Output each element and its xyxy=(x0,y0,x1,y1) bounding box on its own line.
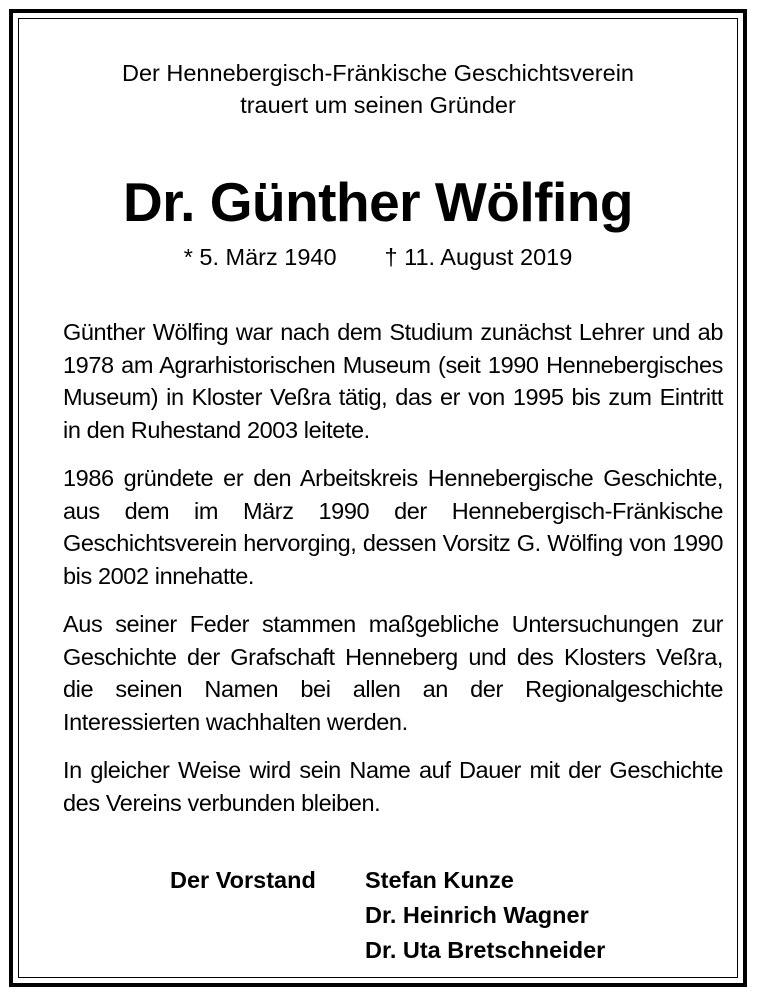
deceased-name: Dr. Günther Wölfing xyxy=(123,171,633,233)
birth-date: * 5. März 1940 xyxy=(183,244,337,270)
signatory-name: Dr. Heinrich Wagner xyxy=(365,902,589,928)
signature-board: Der Vorstand xyxy=(170,867,316,893)
paragraph-legacy: In gleicher Weise wird sein Name auf Dauer mit der Geschichte des Vereins verbunden bleiben. xyxy=(63,757,723,816)
life-dates xyxy=(13,241,743,273)
signature-names xyxy=(365,863,605,968)
obituary-header xyxy=(13,57,743,121)
header-line-1: Der Hennebergisch-Fränkische Geschichtsverein xyxy=(122,60,634,86)
death-date: † 11. August 2019 xyxy=(384,244,573,270)
paragraph-career: Günther Wölfing war nach dem Studium zunächst Lehrer und ab 1978 am Agrarhistorischen Museum (seit 1990 Hennebergisches Museum) in Kloster Veßra tätig, das er von 1995 bis zum Eintritt in den Ruhestand 2003 leitete. xyxy=(63,319,723,443)
paragraph-founding: 1986 gründete er den Arbeitskreis Hennebergische Geschichte, aus dem im März 1990 der Hennebergisch-Fränkische Geschichtsverein hervorging, dessen Vorsitz G. Wölfing von 1990 bis 2002 innehatte. xyxy=(63,465,723,589)
header-line-2: trauert um seinen Gründer xyxy=(240,92,516,118)
paragraph-research: Aus seiner Feder stammen maßgebliche Untersuchungen zur Geschichte der Grafschaft Henneberg und des Klosters Veßra, die seinen Namen bei allen an der Regionalgeschichte Interessierten wachhalten werden. xyxy=(63,611,723,735)
obituary-body xyxy=(63,316,723,835)
obituary-frame xyxy=(9,9,747,987)
signatory-name: Stefan Kunze xyxy=(365,867,514,893)
signatory-name: Dr. Uta Bretschneider xyxy=(365,937,606,963)
